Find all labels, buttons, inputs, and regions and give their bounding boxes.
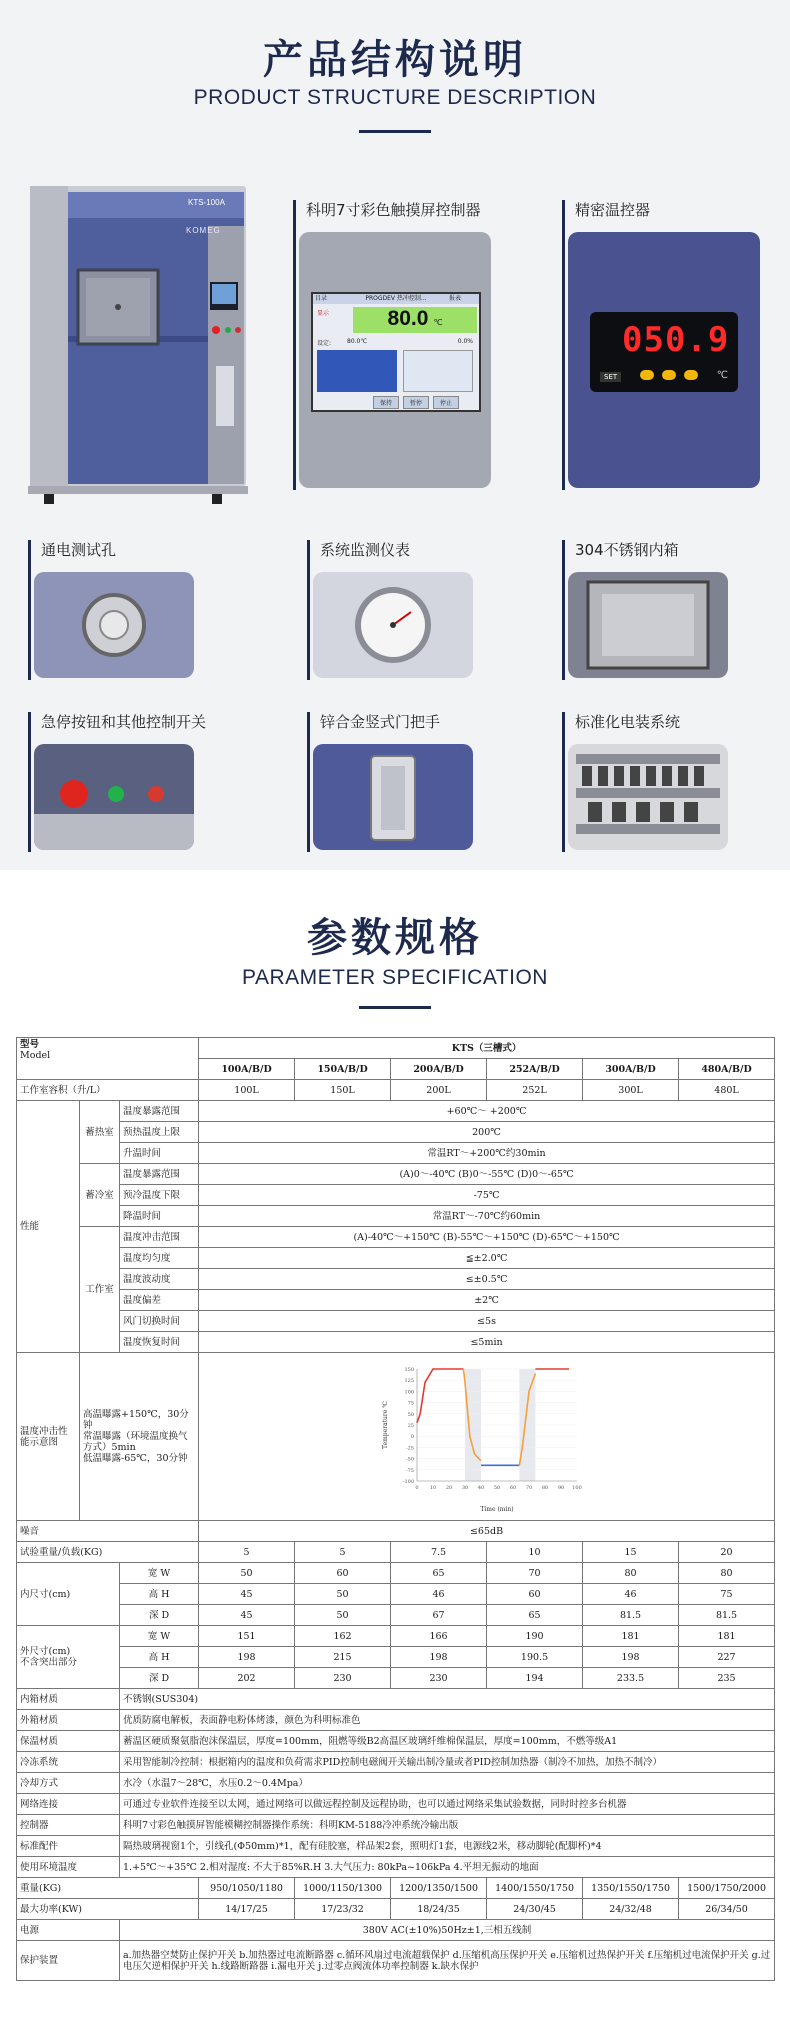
param-label: 温度偏差 [120, 1290, 199, 1311]
dimension-value: 181 [679, 1626, 775, 1647]
diagram-label: 温度冲击性能示意图 [17, 1353, 80, 1521]
spec-value: 科明7寸彩色触摸屏智能模糊控制器操作系统：科明KM-5188冷冲系统冷输出版 [120, 1815, 775, 1836]
x-tick-label: 60 [509, 1485, 516, 1491]
load-label: 试验重量/负载(KG) [17, 1542, 199, 1563]
up-arrow-icon[interactable] [640, 370, 654, 380]
volume-value: 200L [391, 1080, 487, 1101]
y-tick-label: 150 [403, 1367, 414, 1373]
y-tick-label: 50 [407, 1411, 414, 1418]
param-value: (A)0～-40℃ (B)0～-55℃ (D)0～-65℃ [199, 1164, 775, 1185]
param-label: 预冷温度下限 [120, 1185, 199, 1206]
power-value: 26/34/50 [679, 1899, 775, 1920]
x-tick-label: 100 [571, 1485, 582, 1491]
spec-label: 内箱材质 [17, 1689, 120, 1710]
temp-set-button[interactable]: SET [600, 372, 621, 382]
x-axis-label: Time (min) [479, 1506, 514, 1513]
power-value: 14/17/25 [199, 1899, 295, 1920]
weight-value: 950/1050/1180 [199, 1878, 295, 1899]
spec-label: 标准配件 [17, 1836, 120, 1857]
dimension-value: 46 [583, 1584, 679, 1605]
test-hole-photo [34, 572, 194, 678]
volume-value: 300L [583, 1080, 679, 1101]
dimension-value: 190.5 [487, 1647, 583, 1668]
param-value: ≤5s [199, 1311, 775, 1332]
screen-percent: 0.0% [457, 338, 473, 345]
param-label: 温度冲击范围 [120, 1227, 199, 1248]
param-label: 风门切换时间 [120, 1311, 199, 1332]
dimension-value: 198 [199, 1647, 295, 1668]
model-label-cn: 型号 [20, 1039, 40, 1050]
spec-value: 蓄温区硬质聚氨脂泡沫保温层，厚度=100mm，阻燃等级B2高温区玻璃纤维棉保温层，厚度=100mm，不燃等级A1 [120, 1731, 775, 1752]
noise-value: ≤65dB [199, 1521, 775, 1542]
param-label: 温度暴露范围 [120, 1101, 199, 1122]
card-inner-box-label: 304不锈钢内箱 [562, 540, 679, 560]
dimension-value: 60 [487, 1584, 583, 1605]
x-tick-label: 20 [445, 1485, 452, 1491]
weight-label: 重量(KG) [17, 1878, 199, 1899]
title-divider [359, 130, 431, 133]
card-touch-controller-label: 科明7寸彩色触摸屏控制器 [293, 200, 481, 220]
noise-label: 噪音 [17, 1521, 199, 1542]
load-value: 5 [295, 1542, 391, 1563]
card-temp-controller [562, 200, 772, 490]
protection-label: 保护装置 [17, 1941, 120, 1981]
screen-set-label: 设定: [317, 340, 332, 347]
spec-value: 水冷（水温7～28℃，水压0.2～0.4Mpa） [120, 1773, 775, 1794]
volume-value: 252L [487, 1080, 583, 1101]
card-electrical-label: 标准化电装系统 [562, 712, 680, 732]
power-label: 最大功率(KW) [17, 1899, 199, 1920]
series-header: KTS（三槽式） [199, 1038, 775, 1059]
model-column: 200A/B/D [391, 1059, 487, 1080]
controller-photo [299, 232, 491, 488]
card-handle [307, 712, 517, 852]
param-label: 温度均匀度 [120, 1248, 199, 1269]
dimension-key: 宽 W [120, 1626, 199, 1647]
structure-subtitle: PRODUCT STRUCTURE DESCRIPTION [193, 86, 597, 109]
dimension-key: 高 H [120, 1647, 199, 1668]
x-tick-label: 90 [557, 1485, 564, 1491]
power-value: 17/23/32 [295, 1899, 391, 1920]
screen-hold-button[interactable]: 保持 [373, 396, 399, 409]
model-column: 150A/B/D [295, 1059, 391, 1080]
hot-chamber-label: 蓄热室 [80, 1101, 120, 1164]
weight-value: 1400/1550/1750 [487, 1878, 583, 1899]
dimension-value: 50 [295, 1584, 391, 1605]
supply-value: 380V AC(±10%)50Hz±1,三相五线制 [120, 1920, 775, 1941]
dimension-value: 235 [679, 1668, 775, 1689]
x-tick-label: 30 [461, 1485, 468, 1491]
work-chamber-label: 工作室 [80, 1227, 120, 1353]
load-value: 7.5 [391, 1542, 487, 1563]
model-column: 100A/B/D [199, 1059, 295, 1080]
x-tick-label: 0 [414, 1485, 419, 1491]
dimension-value: 45 [199, 1605, 295, 1626]
dimension-value: 65 [487, 1605, 583, 1626]
spec-value: 隔热玻璃视窗1个，引线孔(Φ50mm)*1，配有硅胶塞，样品架2套，照明灯1套，电源线2米，移动脚轮(配脚杯)*4 [120, 1836, 775, 1857]
diagram-description: 高温曝露+150℃，30分钟 常温曝露（环境温度换气方式）5min 低温曝露-65℃，30分钟 [80, 1353, 199, 1521]
card-monitor [307, 540, 517, 680]
dimension-value: 181 [583, 1626, 679, 1647]
weight-value: 1000/1150/1300 [295, 1878, 391, 1899]
y-axis-label: Temperature ℃ [381, 1401, 389, 1449]
card-inner-box [562, 540, 772, 680]
weight-value: 1200/1350/1500 [391, 1878, 487, 1899]
volume-label: 工作室容积（升/L） [17, 1080, 199, 1101]
param-label: 温度波动度 [120, 1269, 199, 1290]
model-column: 300A/B/D [583, 1059, 679, 1080]
card-monitor-label: 系统监测仪表 [307, 540, 410, 560]
dimension-value: 198 [391, 1647, 487, 1668]
load-value: 10 [487, 1542, 583, 1563]
y-tick-label: -50 [405, 1456, 414, 1463]
weight-value: 1350/1550/1750 [583, 1878, 679, 1899]
dimension-value: 194 [487, 1668, 583, 1689]
temp-controller-photo [568, 232, 760, 488]
monitor-photo [313, 572, 473, 678]
spec-value: 1.+5℃～+35℃ 2.相对湿度: 不大于85%R.H 3.大气压力: 80kPa~106kPa 4.平坦无振动的地面 [120, 1857, 775, 1878]
param-label: 温度恢复时间 [120, 1332, 199, 1353]
temp-unit: ℃ [716, 370, 728, 381]
spec-subtitle: PARAMETER SPECIFICATION [242, 966, 548, 989]
card-estop-label: 急停按钮和其他控制开关 [28, 712, 206, 732]
dimension-value: 190 [487, 1626, 583, 1647]
dimension-value: 67 [391, 1605, 487, 1626]
dimension-value: 227 [679, 1647, 775, 1668]
spec-label: 冷却方式 [17, 1773, 120, 1794]
spec-label: 使用环境温度 [17, 1857, 120, 1878]
dimension-value: 80 [679, 1563, 775, 1584]
dimension-key: 深 D [120, 1605, 199, 1626]
param-label: 升温时间 [120, 1143, 199, 1164]
param-label: 温度暴露范围 [120, 1164, 199, 1185]
model-column: 480A/B/D [679, 1059, 775, 1080]
structure-title: 产品结构说明 [263, 37, 527, 83]
spec-title-divider [359, 1006, 431, 1009]
load-value: 5 [199, 1542, 295, 1563]
x-tick-label: 80 [541, 1485, 548, 1491]
x-tick-label: 40 [477, 1485, 484, 1491]
screen-tab-report: 报表 [449, 295, 462, 302]
dimension-value: 215 [295, 1647, 391, 1668]
screen-temp-value: 80.0 [387, 307, 429, 330]
dimension-value: 151 [199, 1626, 295, 1647]
dimension-value: 65 [391, 1563, 487, 1584]
right-arrow-icon[interactable] [684, 370, 698, 380]
model-label-en: Model [20, 1050, 51, 1061]
power-value: 18/24/35 [391, 1899, 487, 1920]
card-touch-controller [293, 200, 503, 490]
param-value: 常温RT～-70℃约60min [199, 1206, 775, 1227]
shock-chart [377, 1355, 597, 1515]
dimension-value: 70 [487, 1563, 583, 1584]
param-label: 降温时间 [120, 1206, 199, 1227]
load-value: 15 [583, 1542, 679, 1563]
spec-label: 保温材质 [17, 1731, 120, 1752]
screen-tab-program: PROGDEV 热冲控制... [365, 295, 427, 302]
chamber-brand: KOMEG [186, 226, 221, 235]
series-line [417, 1369, 463, 1423]
screen-temp-unit: ℃ [433, 318, 443, 327]
param-label: 预热温度上限 [120, 1122, 199, 1143]
dimension-value: 45 [199, 1584, 295, 1605]
performance-label: 性能 [17, 1101, 80, 1353]
screen-stop-button[interactable]: 停止 [433, 396, 459, 409]
y-tick-label: -100 [402, 1479, 414, 1485]
dimension-value: 50 [295, 1605, 391, 1626]
card-estop [28, 712, 258, 852]
dimension-value: 81.5 [583, 1605, 679, 1626]
screen-display-label: 显示 [317, 310, 330, 317]
x-tick-label: 10 [429, 1485, 436, 1491]
dimension-value: 81.5 [679, 1605, 775, 1626]
param-value: ≤5min [199, 1332, 775, 1353]
card-temp-controller-label: 精密温控器 [562, 200, 650, 220]
estop-photo [34, 744, 194, 850]
param-value: -75℃ [199, 1185, 775, 1206]
x-tick-label: 50 [493, 1485, 500, 1491]
load-value: 20 [679, 1542, 775, 1563]
shock-chart-cell [199, 1353, 775, 1521]
dimension-value: 50 [199, 1563, 295, 1584]
weight-value: 1500/1750/2000 [679, 1878, 775, 1899]
card-test-hole [28, 540, 238, 680]
cold-chamber-label: 蓄冷室 [80, 1164, 120, 1227]
dimension-key: 深 D [120, 1668, 199, 1689]
dimension-key: 高 H [120, 1584, 199, 1605]
spec-title: 参数规格 [307, 915, 483, 961]
dimension-value: 80 [583, 1563, 679, 1584]
param-value: (A)-40℃～+150℃ (B)-55℃～+150℃ (D)-65℃～+150℃ [199, 1227, 775, 1248]
spec-label: 控制器 [17, 1815, 120, 1836]
card-test-hole-label: 通电测试孔 [28, 540, 116, 560]
y-tick-label: 75 [407, 1400, 414, 1407]
spec-table [16, 1037, 775, 1981]
y-tick-label: -25 [405, 1445, 414, 1452]
dimension-key: 宽 W [120, 1563, 199, 1584]
power-value: 24/32/48 [583, 1899, 679, 1920]
outer-size-label: 外尺寸(cm) 不含突出部分 [17, 1626, 120, 1689]
y-tick-label: 0 [410, 1434, 414, 1441]
electrical-photo [568, 744, 728, 850]
param-value: ≤±0.5℃ [199, 1269, 775, 1290]
dimension-value: 202 [199, 1668, 295, 1689]
spec-value: 不锈钢(SUS304) [120, 1689, 775, 1710]
volume-value: 480L [679, 1080, 775, 1101]
card-handle-label: 锌合金竖式门把手 [307, 712, 440, 732]
model-column: 252A/B/D [487, 1059, 583, 1080]
card-electrical [562, 712, 772, 852]
chamber-image [28, 186, 258, 508]
spec-value: 优质防腐电解板，表面静电粉体烤漆，颜色为科明标准色 [120, 1710, 775, 1731]
param-value: ≦±2.0℃ [199, 1248, 775, 1269]
param-value: 200℃ [199, 1122, 775, 1143]
volume-value: 150L [295, 1080, 391, 1101]
dimension-value: 162 [295, 1626, 391, 1647]
param-value: 常温RT～+200℃约30min [199, 1143, 775, 1164]
dimension-value: 166 [391, 1626, 487, 1647]
param-value: +60℃～ +200℃ [199, 1101, 775, 1122]
dimension-value: 233.5 [583, 1668, 679, 1689]
spec-label: 冷冻系统 [17, 1752, 120, 1773]
x-tick-label: 70 [525, 1485, 532, 1491]
model-header [17, 1038, 199, 1080]
chamber-model-plate: KTS-100A [188, 198, 225, 207]
y-tick-label: 25 [407, 1423, 414, 1429]
dimension-value: 230 [295, 1668, 391, 1689]
screen-tab-catalog: 目录 [315, 295, 328, 302]
y-tick-label: 100 [403, 1389, 414, 1396]
down-arrow-icon[interactable] [662, 370, 676, 380]
spec-value: 采用智能制冷控制：根据箱内的温度和负荷需求PID控制电磁阀开关输出制冷量或者PID控制加热器（制冷不加热，加热不制冷） [120, 1752, 775, 1773]
protection-value: a.加热器空焚防止保护开关 b.加热器过电流断路器 c.循环风扇过电流超载保护 d.压缩机高压保护开关 e.压缩机过热保护开关 f.压缩机过电流保护开关 g.过电压欠逆相保护开关 h.线路断路器 i.漏电开关 j.过零点阀流体功率控制器 k.缺水保护 [120, 1941, 775, 1981]
supply-label: 电源 [17, 1920, 120, 1941]
handle-photo [313, 744, 473, 850]
power-value: 24/30/45 [487, 1899, 583, 1920]
dimension-value: 75 [679, 1584, 775, 1605]
spec-value: 可通过专业软件连接至以太网，通过网络可以做远程控制及远程协助，也可以通过网络采集试验数据，同时时控多台机器 [120, 1794, 775, 1815]
param-value: ±2℃ [199, 1290, 775, 1311]
screen-set-value: 80.0℃ [347, 338, 368, 345]
dimension-value: 60 [295, 1563, 391, 1584]
y-tick-label: -75 [405, 1467, 414, 1474]
dimension-value: 46 [391, 1584, 487, 1605]
inner-size-label: 内尺寸(cm) [17, 1563, 120, 1626]
inner-box-photo [568, 572, 728, 678]
y-tick-label: 125 [403, 1378, 414, 1385]
spec-label: 网络连接 [17, 1794, 120, 1815]
dimension-value: 198 [583, 1647, 679, 1668]
temp-readout: 050.9 [622, 320, 730, 360]
dimension-value: 230 [391, 1668, 487, 1689]
spec-label: 外箱材质 [17, 1710, 120, 1731]
screen-pause-button[interactable]: 暂停 [403, 396, 429, 409]
volume-value: 100L [199, 1080, 295, 1101]
